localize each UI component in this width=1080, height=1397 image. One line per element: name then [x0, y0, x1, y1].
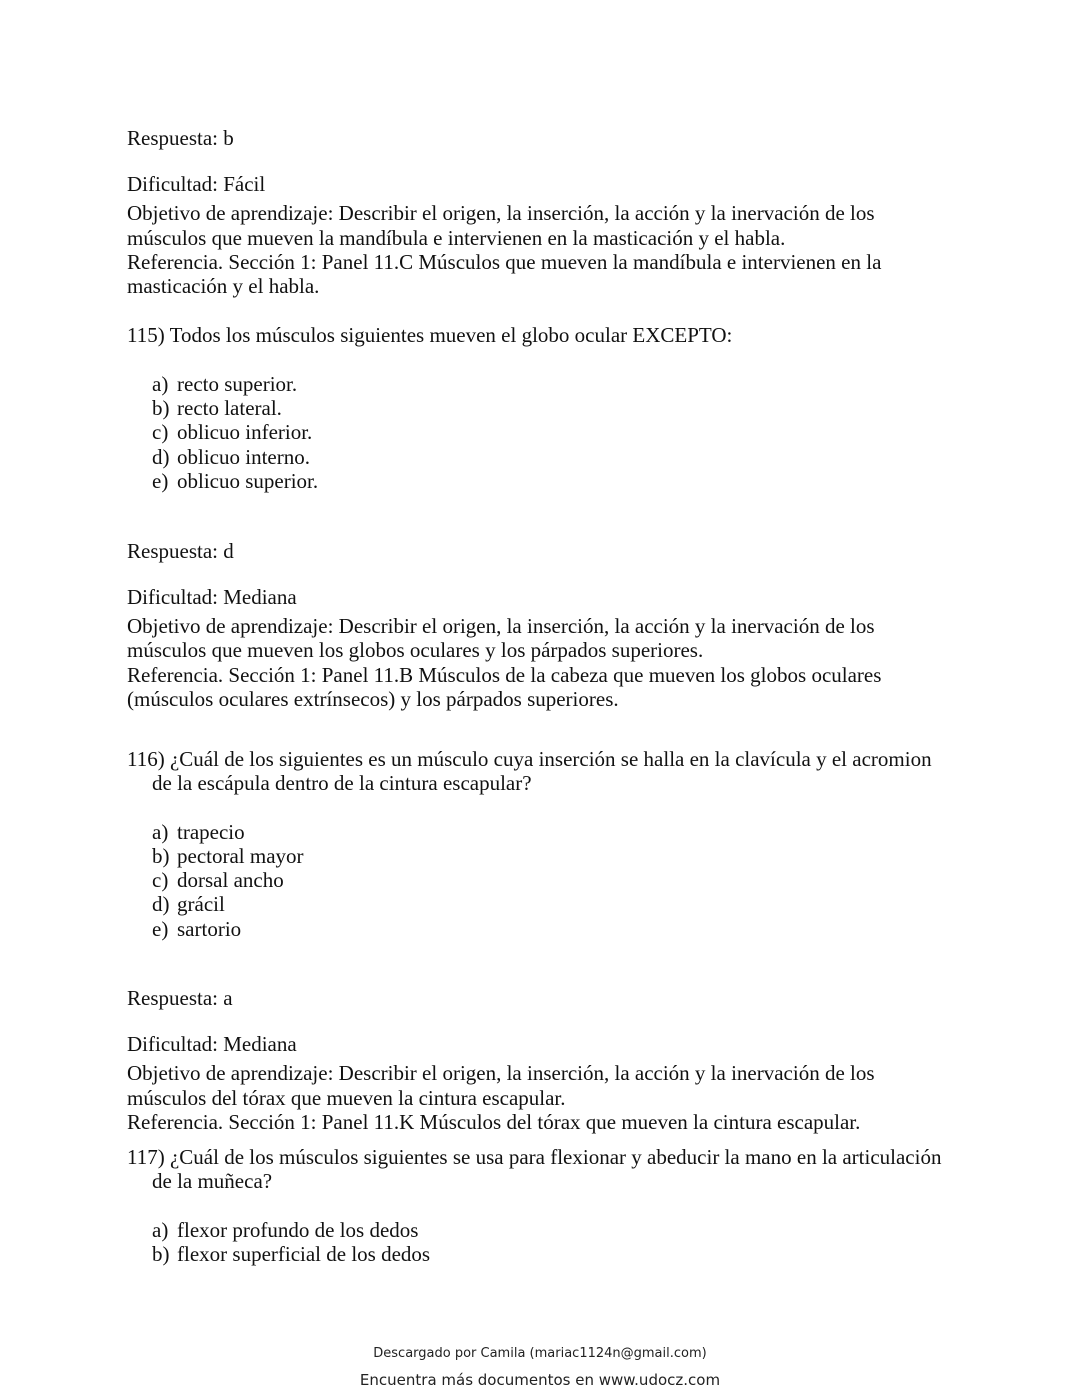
answer-label: Respuesta: d — [127, 539, 234, 563]
objective-text: músculos del tórax que mueven la cintura escapular. — [127, 1086, 566, 1110]
option-letter: d) — [152, 892, 170, 916]
reference-text: (músculos oculares extrínsecos) y los párpados superiores. — [127, 687, 619, 711]
option-text: flexor profundo de los dedos — [177, 1218, 419, 1242]
reference-text: Referencia. Sección 1: Panel 11.B Músculos de la cabeza que mueven los globos oculares — [127, 663, 882, 687]
option-item — [152, 868, 284, 893]
option-text: oblicuo superior. — [177, 469, 319, 493]
option-text: pectoral mayor — [177, 844, 304, 868]
option-letter: e) — [152, 917, 169, 941]
option-letter: e) — [152, 469, 169, 493]
question-text: ¿Cuál de los siguientes es un músculo cuya inserción se halla en la clavícula y el acromion — [169, 747, 932, 771]
option-item — [152, 1242, 430, 1267]
option-item — [152, 844, 304, 869]
reference-text: Referencia. Sección 1: Panel 11.K Músculos del tórax que mueven la cintura escapular. — [127, 1110, 861, 1134]
option-letter: a) — [152, 1218, 169, 1242]
footer-downloaded-by: Descargado por Camila (mariac1124n@gmail.com) — [373, 1346, 707, 1361]
option-text: sartorio — [177, 917, 242, 941]
option-text: trapecio — [177, 820, 245, 844]
question-text: Todos los músculos siguientes mueven el globo ocular EXCEPTO: — [169, 323, 733, 347]
option-item — [152, 396, 282, 421]
option-letter: a) — [152, 820, 169, 844]
option-item — [152, 1218, 418, 1243]
option-text: grácil — [177, 892, 225, 916]
option-text: recto superior. — [177, 372, 298, 396]
objective-text: Objetivo de aprendizaje: Describir el origen, la inserción, la acción y la inervación de los — [127, 614, 875, 638]
option-item — [152, 445, 310, 470]
difficulty-label: Dificultad: Mediana — [127, 585, 297, 609]
objective-text: músculos que mueven la mandíbula e intervienen en la masticación y el habla. — [127, 226, 786, 250]
question-number: 115) — [127, 323, 165, 347]
question-number: 116) — [127, 747, 165, 771]
option-letter: b) — [152, 1242, 170, 1266]
option-item — [152, 820, 245, 845]
question-116 — [127, 747, 932, 772]
question-115 — [127, 323, 732, 348]
option-letter: b) — [152, 396, 170, 420]
question-text-continued: de la escápula dentro de la cintura escapular? — [152, 771, 532, 795]
option-text: recto lateral. — [177, 396, 282, 420]
option-letter: b) — [152, 844, 170, 868]
answer-label: Respuesta: b — [127, 126, 234, 150]
option-item — [152, 469, 318, 494]
question-text-continued: de la muñeca? — [152, 1169, 273, 1193]
objective-text: músculos que mueven los globos oculares y los párpados superiores. — [127, 638, 704, 662]
option-text: flexor superficial de los dedos — [177, 1242, 431, 1266]
difficulty-label: Dificultad: Mediana — [127, 1032, 297, 1056]
difficulty-label: Dificultad: Fácil — [127, 172, 266, 196]
option-item — [152, 917, 241, 942]
answer-label: Respuesta: a — [127, 986, 233, 1010]
option-letter: d) — [152, 445, 170, 469]
question-117 — [127, 1145, 941, 1170]
question-number: 117) — [127, 1145, 165, 1169]
reference-text: masticación y el habla. — [127, 274, 320, 298]
objective-text: Objetivo de aprendizaje: Describir el origen, la inserción, la acción y la inervación de los — [127, 201, 875, 225]
footer-more-documents: Encuentra más documentos en www.udocz.com — [359, 1371, 721, 1389]
reference-text: Referencia. Sección 1: Panel 11.C Músculos que mueven la mandíbula e intervienen en la — [127, 250, 882, 274]
option-text: oblicuo inferior. — [177, 420, 313, 444]
option-letter: a) — [152, 372, 169, 396]
option-text: oblicuo interno. — [177, 445, 310, 469]
option-item — [152, 420, 312, 445]
option-letter: c) — [152, 868, 169, 892]
objective-text: Objetivo de aprendizaje: Describir el origen, la inserción, la acción y la inervación de los — [127, 1061, 875, 1085]
option-item — [152, 892, 225, 917]
option-letter: c) — [152, 420, 169, 444]
option-text: dorsal ancho — [177, 868, 284, 892]
option-item — [152, 372, 297, 397]
question-text: ¿Cuál de los músculos siguientes se usa para flexionar y abeducir la mano en la articulación — [169, 1145, 942, 1169]
